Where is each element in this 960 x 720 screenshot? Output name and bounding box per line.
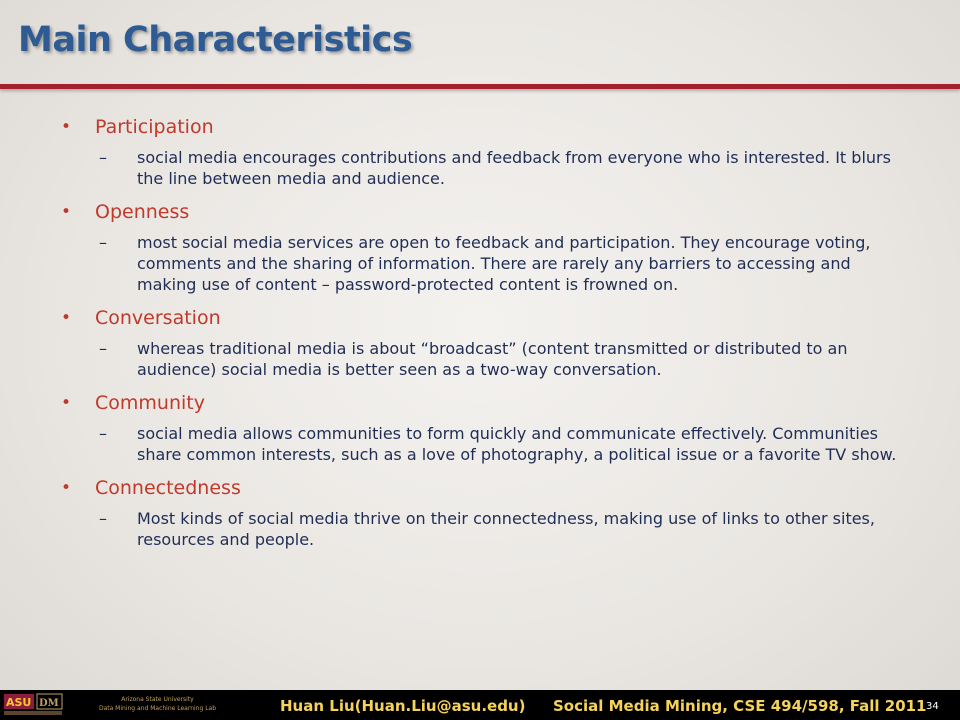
bullet-heading: Connectedness xyxy=(95,477,241,499)
sub-item xyxy=(99,232,897,295)
bullet-icon: • xyxy=(61,478,72,498)
dash-icon: – xyxy=(99,148,107,167)
footer-course: Social Media Mining, CSE 494/598, Fall 2011 xyxy=(553,697,927,715)
lab-credit xyxy=(80,695,235,713)
sub-item xyxy=(99,423,897,465)
bullet-icon: • xyxy=(61,202,72,222)
dash-icon: – xyxy=(99,233,107,252)
bullet-heading: Participation xyxy=(95,116,214,138)
bullet-participation xyxy=(61,115,960,140)
sub-item-text: Most kinds of social media thrive on their connectedness, making use of links to other sites, resources and people. xyxy=(137,509,875,549)
svg-text:DM: DM xyxy=(39,698,59,709)
content xyxy=(0,115,960,561)
bullet-conversation xyxy=(61,306,960,331)
page-number: 34 xyxy=(926,701,939,712)
svg-text:ASU: ASU xyxy=(6,696,32,709)
bullet-icon: • xyxy=(61,393,72,413)
bullet-heading: Conversation xyxy=(95,307,221,329)
asu-dmml-logo-icon xyxy=(4,693,64,717)
bullet-heading: Openness xyxy=(95,201,190,223)
slide-title: Main Characteristics xyxy=(18,20,413,60)
sub-item-text: whereas traditional media is about “broadcast” (content transmitted or distributed to an audience) social media is better seen as a two-way conversation. xyxy=(137,339,848,379)
bullet-community xyxy=(61,391,960,416)
sub-item xyxy=(99,338,897,380)
sub-item xyxy=(99,508,897,550)
dash-icon: – xyxy=(99,424,107,443)
dash-icon: – xyxy=(99,339,107,358)
bullet-icon: • xyxy=(61,308,72,328)
university-name: Arizona State University xyxy=(121,696,194,703)
dash-icon: – xyxy=(99,509,107,528)
sub-item xyxy=(99,147,897,189)
sub-item-text: most social media services are open to feedback and participation. They encourage voting, comments and the sharing of information. There are rarely any barriers to accessing and making use of content – password-protected content is frowned on. xyxy=(137,233,871,294)
bullet-connectedness xyxy=(61,476,960,501)
footer-author: Huan Liu(Huan.Liu@asu.edu) xyxy=(280,697,526,715)
sub-item-text: social media allows communities to form quickly and communicate effectively. Communities share common interests, such as a love of photography, a political issue or a favorite TV show. xyxy=(137,424,897,464)
bullet-icon: • xyxy=(61,117,72,137)
bullet-heading: Community xyxy=(95,392,205,414)
sub-item-text: social media encourages contributions and feedback from everyone who is interested. It blurs the line between media and audience. xyxy=(137,148,891,188)
lab-name: Data Mining and Machine Learning Lab xyxy=(98,705,217,712)
bullet-openness xyxy=(61,200,960,225)
title-divider xyxy=(0,84,960,89)
